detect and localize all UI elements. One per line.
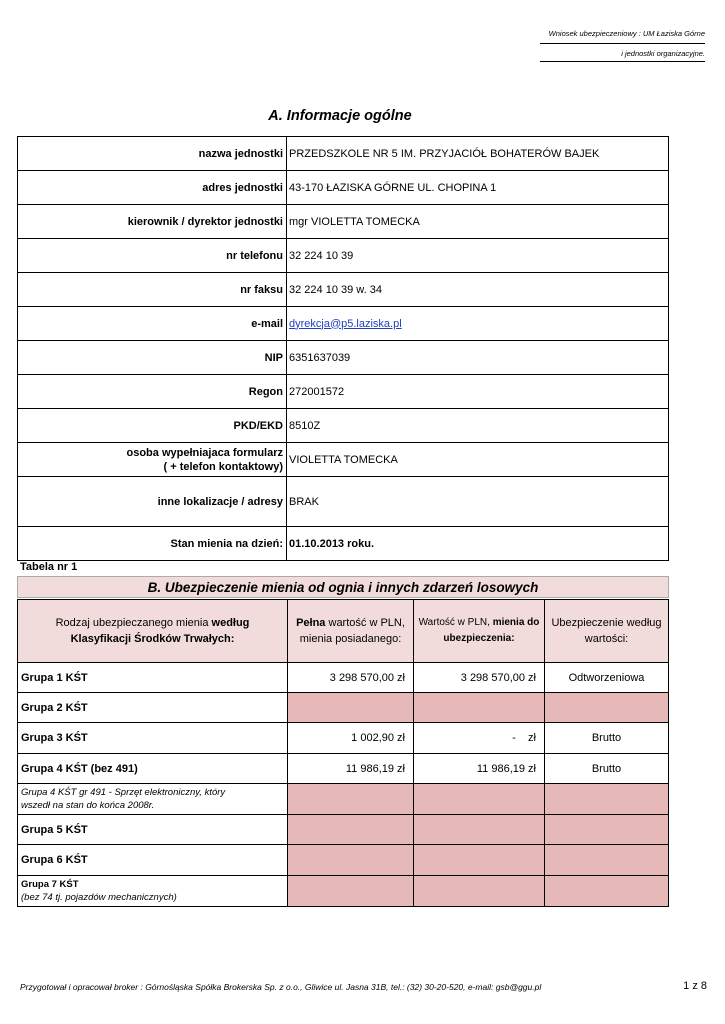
group-name-line: (bez 74 tj. pojazdów mechanicznych) <box>21 892 177 903</box>
section-a-title: A. Informacje ogólne <box>268 108 412 124</box>
basis-value <box>545 876 669 907</box>
info-value: 272001572 <box>287 375 669 409</box>
insured-value: 3 298 570,00 zł <box>414 663 545 693</box>
info-label: PKD/EKD <box>18 409 287 443</box>
header-text: Klasyfikacji Środków Trwałych: <box>70 633 235 645</box>
full-value: 1 002,90 zł <box>288 723 414 754</box>
info-value: BRAK <box>287 477 669 527</box>
header-text: wartość w PLN, <box>325 617 405 629</box>
info-value: VIOLETTA TOMECKA <box>287 443 669 477</box>
info-label: adres jednostki <box>18 171 287 205</box>
full-value <box>288 815 414 845</box>
info-row <box>18 205 669 239</box>
info-row <box>18 341 669 375</box>
info-value: 32 224 10 39 <box>287 239 669 273</box>
info-label-line: osoba wypełniajaca formularz <box>126 446 283 459</box>
insured-value <box>414 693 545 723</box>
info-value: 32 224 10 39 w. 34 <box>287 273 669 307</box>
header-text: Ubezpieczenie według <box>551 617 662 629</box>
basis-value: Odtworzeniowa <box>545 663 669 693</box>
info-label: nr telefonu <box>18 239 287 273</box>
group-name: Grupa 4 KŚT (bez 491) <box>18 754 288 784</box>
info-value: 6351637039 <box>287 341 669 375</box>
full-value <box>288 845 414 876</box>
header-text: według <box>211 617 250 629</box>
info-row <box>18 171 669 205</box>
group-name: Grupa 2 KŚT <box>18 693 288 723</box>
table-row <box>18 663 669 693</box>
info-value: 01.10.2013 roku. <box>287 527 669 561</box>
group-name <box>18 876 288 907</box>
full-value <box>288 784 414 815</box>
header-divider <box>540 61 705 62</box>
info-label: Regon <box>18 375 287 409</box>
info-row <box>18 375 669 409</box>
col-header-basis <box>545 600 669 663</box>
group-name: Grupa 6 KŚT <box>18 845 288 876</box>
insured-value <box>414 876 545 907</box>
insured-value: 11 986,19 zł <box>414 754 545 784</box>
info-row <box>18 443 669 477</box>
info-label: Stan mienia na dzień: <box>18 527 287 561</box>
col-header-full-value <box>288 600 414 663</box>
full-value: 3 298 570,00 zł <box>288 663 414 693</box>
header-text: Pełna <box>296 617 326 629</box>
info-value: PRZEDSZKOLE NR 5 IM. PRZYJACIÓŁ BOHATERÓW BAJEK <box>287 137 669 171</box>
basis-value <box>545 815 669 845</box>
info-label: kierownik / dyrektor jednostki <box>18 205 287 239</box>
group-name-line: wszedł na stan do końca 2008r. <box>21 800 155 811</box>
table-row <box>18 693 669 723</box>
header-text: mienia posiadanego: <box>299 633 402 645</box>
info-label: NIP <box>18 341 287 375</box>
info-row <box>18 273 669 307</box>
page-number: 1 z 8 <box>683 980 707 992</box>
info-label: nazwa jednostki <box>18 137 287 171</box>
header-text: wartości: <box>584 633 629 645</box>
group-name: Grupa 3 KŚT <box>18 723 288 754</box>
info-value: 43-170 ŁAZISKA GÓRNE UL. CHOPINA 1 <box>287 171 669 205</box>
info-row <box>18 409 669 443</box>
header-line-2: i jednostki organizacyjne. <box>621 49 705 58</box>
group-name: Grupa 5 KŚT <box>18 815 288 845</box>
property-table <box>17 599 669 907</box>
full-value <box>288 876 414 907</box>
basis-value: Brutto <box>545 754 669 784</box>
info-row <box>18 307 669 341</box>
header-line-1: Wniosek ubezpieczeniowy : UM Łaziska Górne <box>548 29 705 38</box>
table-row <box>18 876 669 907</box>
property-table-header <box>18 600 669 663</box>
group-name-line: Grupa 7 KŚT <box>21 879 79 890</box>
general-info-table <box>17 136 669 561</box>
group-name <box>18 784 288 815</box>
full-value <box>288 693 414 723</box>
info-row <box>18 477 669 527</box>
header-text: ubezpieczenia: <box>443 633 515 644</box>
info-label: inne lokalizacje / adresy <box>18 477 287 527</box>
insured-value <box>414 784 545 815</box>
table-row <box>18 815 669 845</box>
info-value: 8510Z <box>287 409 669 443</box>
group-name-line: Grupa 4 KŚT gr 491 - Sprzęt elektroniczny, który <box>21 787 226 798</box>
info-row <box>18 239 669 273</box>
header-text: mienia do <box>492 617 540 628</box>
header-text: Rodzaj ubezpieczanego mienia <box>55 617 212 629</box>
col-header-type <box>18 600 288 663</box>
info-label-line: ( + telefon kontaktowy) <box>163 460 283 473</box>
insured-value <box>414 845 545 876</box>
section-b-title: B. Ubezpieczenie mienia od ognia i innych zdarzeń losowych <box>17 576 669 598</box>
table-row <box>18 845 669 876</box>
basis-value <box>545 784 669 815</box>
info-label: nr faksu <box>18 273 287 307</box>
info-row <box>18 137 669 171</box>
table-row <box>18 754 669 784</box>
email-value <box>287 307 669 341</box>
basis-value <box>545 693 669 723</box>
col-header-insured-value <box>414 600 545 663</box>
header-divider <box>540 43 705 44</box>
email-link[interactable]: dyrekcja@p5.laziska.pl <box>289 317 402 330</box>
table-row <box>18 784 669 815</box>
insured-value <box>414 815 545 845</box>
table-caption: Tabela nr 1 <box>20 561 78 573</box>
header-text: Wartość w PLN, <box>418 617 493 628</box>
info-row <box>18 527 669 561</box>
footer-text: Przygotował i opracował broker : Górnośląska Spółka Brokerska Sp. z o.o., Gliwice ul. Jasna 31B, tel.: (32) 30-20-520, e-mail: gsb@ggu.pl <box>20 982 542 992</box>
table-row <box>18 723 669 754</box>
info-label: e-mail <box>18 307 287 341</box>
info-label <box>18 443 287 477</box>
basis-value <box>545 845 669 876</box>
full-value: 11 986,19 zł <box>288 754 414 784</box>
group-name: Grupa 1 KŚT <box>18 663 288 693</box>
info-value: mgr VIOLETTA TOMECKA <box>287 205 669 239</box>
basis-value: Brutto <box>545 723 669 754</box>
insured-value: - zł <box>414 723 545 754</box>
